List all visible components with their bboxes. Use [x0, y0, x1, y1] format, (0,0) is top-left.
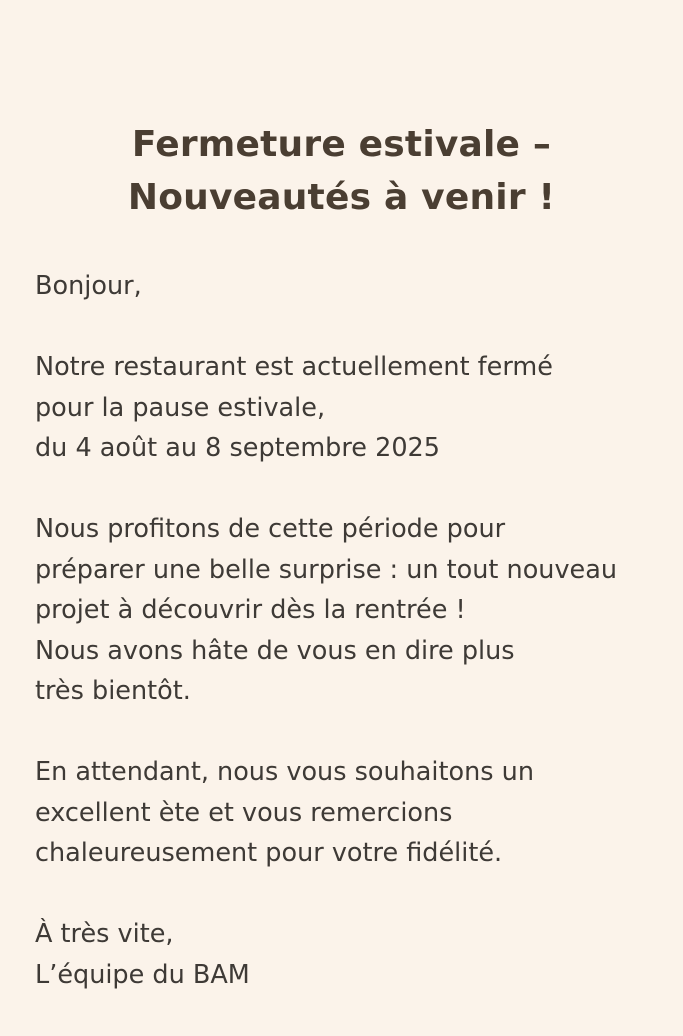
- signoff-line: À très vite,: [35, 919, 174, 949]
- signoff-paragraph: [35, 914, 675, 995]
- title-line-1: Fermeture estivale –: [131, 124, 552, 165]
- thanks-line: excellent ète et vous remercions: [35, 797, 453, 828]
- closure-paragraph: [35, 347, 675, 469]
- surprise-paragraph: [35, 509, 675, 712]
- thanks-line: chaleureusement pour votre fidélité.: [35, 838, 503, 868]
- closure-line: pour la pause estivale,: [35, 392, 326, 423]
- closure-dates: du 4 août au 8 septembre 2025: [35, 433, 440, 463]
- greeting-text: Bonjour,: [35, 271, 142, 301]
- closure-line: Notre restaurant est actuellement fermé: [35, 352, 553, 382]
- letter-body: [35, 266, 675, 1036]
- signature: L’équipe du BAM: [35, 959, 250, 990]
- surprise-line: Nous profitons de cette période pour: [35, 514, 506, 544]
- thanks-line: En attendant, nous vous souhaitons un: [35, 757, 534, 787]
- surprise-line: Nous avons hâte de vous en dire plus: [35, 635, 515, 666]
- surprise-line: préparer une belle surprise : un tout nouveau: [35, 554, 618, 585]
- surprise-line: projet à découvrir dès la rentrée !: [35, 595, 466, 625]
- page-title: [0, 118, 683, 224]
- thanks-paragraph: [35, 752, 675, 874]
- surprise-line: très bientôt.: [35, 676, 191, 706]
- title-line-2: Nouveautés à venir !: [127, 177, 556, 218]
- greeting-paragraph: [35, 266, 675, 307]
